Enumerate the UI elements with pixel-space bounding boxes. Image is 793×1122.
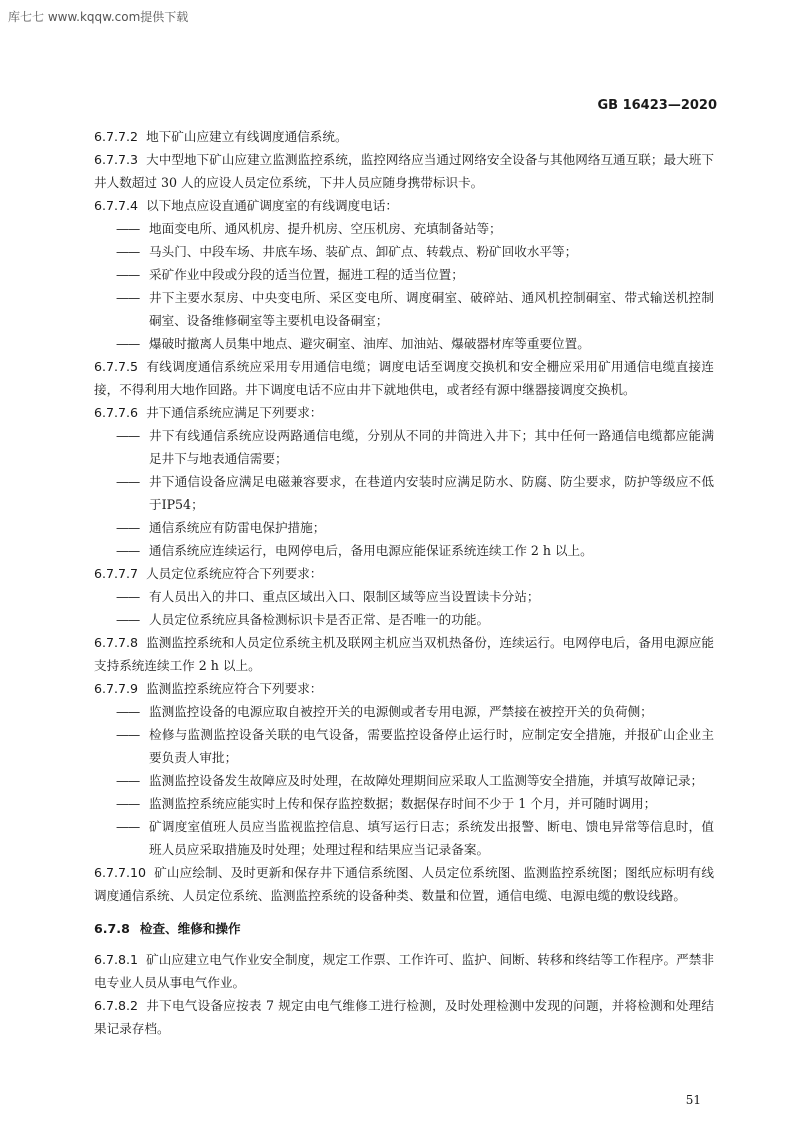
clause-paragraph	[94, 148, 714, 194]
list-item-text: 有人员出入的井口、重点区域出入口、限制区域等应当设置读卡分站；	[149, 589, 540, 604]
dash-marker: ——	[116, 543, 140, 558]
standard-code: GB 16423—2020	[597, 98, 717, 113]
list-item-text: 通信系统应连续运行，电网停电后，备用电源应能保证系统连续工作 2 h 以上。	[149, 543, 593, 558]
section-heading	[94, 917, 714, 940]
clause-text: 以下地点应设直通矿调度室的有线调度电话：	[146, 198, 398, 213]
list-item	[94, 516, 714, 539]
list-item	[94, 815, 714, 861]
dash-marker: ——	[116, 773, 140, 788]
clause-paragraph	[94, 401, 714, 424]
clause-number: 6.7.7.3	[94, 152, 139, 167]
list-item	[94, 217, 714, 240]
dash-marker: ——	[116, 520, 140, 535]
dash-marker: ——	[116, 589, 140, 604]
clause-text: 矿山应建立电气作业安全制度，规定工作票、工作许可、监护、间断、转移和终结等工作程序。严禁非电专业人员从事电气作业。	[94, 952, 714, 990]
list-item	[94, 539, 714, 562]
clause-paragraph	[94, 562, 714, 585]
list-item-text: 地面变电所、通风机房、提升机房、空压机房、充填制备站等；	[149, 221, 502, 236]
clause-paragraph	[94, 355, 714, 401]
clause-number: 6.7.7.10	[94, 865, 147, 880]
dash-marker: ——	[116, 727, 140, 742]
list-item-text: 井下通信设备应满足电磁兼容要求，在巷道内安装时应满足防水、防腐、防尘要求，防护等级应不低于IP54；	[149, 474, 714, 512]
clause-number: 6.7.7.8	[94, 635, 139, 650]
list-item-text: 监测监控设备的电源应取自被控开关的电源侧或者专用电源，严禁接在被控开关的负荷侧；	[149, 704, 653, 719]
list-item	[94, 240, 714, 263]
document-body	[94, 125, 714, 1040]
clause-paragraph	[94, 861, 714, 907]
list-item-text: 监测监控设备发生故障应及时处理，在故障处理期间应采取人工监测等安全措施，并填写故障记录；	[149, 773, 704, 788]
clause-number: 6.7.8.2	[94, 998, 139, 1013]
list-item	[94, 424, 714, 470]
clause-number: 6.7.8.1	[94, 952, 139, 967]
clause-paragraph	[94, 194, 714, 217]
dash-marker: ——	[116, 221, 140, 236]
dash-marker: ——	[116, 704, 140, 719]
list-item	[94, 585, 714, 608]
clause-text: 人员定位系统应符合下列要求：	[146, 566, 323, 581]
clause-text: 有线调度通信系统应采用专用通信电缆；调度电话至调度交换机和安全栅应采用矿用通信电缆直接连接，不得利用大地作回路。井下调度电话不应由井下就地供电，或者经有源中继器接调度交换机。	[94, 359, 714, 397]
list-item-text: 井下主要水泵房、中央变电所、采区变电所、调度硐室、破碎站、通风机控制硐室、带式输送机控制硐室、设备维修硐室等主要机电设备硐室；	[149, 290, 714, 328]
clause-paragraph	[94, 948, 714, 994]
clause-text: 地下矿山应建立有线调度通信系统。	[146, 129, 348, 144]
clause-number: 6.7.7.6	[94, 405, 139, 420]
clause-paragraph	[94, 994, 714, 1040]
dash-marker: ——	[116, 244, 140, 259]
list-item	[94, 608, 714, 631]
clause-number: 6.7.7.9	[94, 681, 139, 696]
list-item	[94, 723, 714, 769]
clause-text: 监测监控系统应符合下列要求：	[146, 681, 323, 696]
dash-marker: ——	[116, 612, 140, 627]
list-item-text: 井下有线通信系统应设两路通信电缆，分别从不同的井筒进入井下；其中任何一路通信电缆都应能满足井下与地表通信需要；	[149, 428, 714, 466]
list-item	[94, 700, 714, 723]
list-item-text: 通信系统应有防雷电保护措施；	[149, 520, 326, 535]
list-item	[94, 769, 714, 792]
clause-text: 监测监控系统和人员定位系统主机及联网主机应当双机热备份，连续运行。电网停电后，备用电源应能支持系统连续工作 2 h 以上。	[94, 635, 714, 673]
list-item	[94, 286, 714, 332]
clause-number: 6.7.7.5	[94, 359, 139, 374]
list-item	[94, 792, 714, 815]
clause-number: 6.7.7.7	[94, 566, 139, 581]
list-item-text: 矿调度室值班人员应当监视监控信息、填写运行日志；系统发出报警、断电、馈电异常等信息时，值班人员应采取措施及时处理；处理过程和结果应当记录备案。	[149, 819, 714, 857]
clause-paragraph	[94, 631, 714, 677]
page-number: 51	[685, 1093, 701, 1107]
dash-marker: ——	[116, 819, 140, 834]
watermark-text: 库七七 www.kqqw.com提供下载	[8, 10, 189, 24]
clause-text: 井下通信系统应满足下列要求：	[146, 405, 323, 420]
dash-marker: ——	[116, 474, 140, 489]
list-item-text: 爆破时撤离人员集中地点、避灾硐室、油库、加油站、爆破器材库等重要位置。	[149, 336, 590, 351]
clause-number: 6.7.7.4	[94, 198, 139, 213]
clause-number: 6.7.8	[94, 921, 130, 936]
list-item-text: 监测监控系统应能实时上传和保存监控数据；数据保存时间不少于 1 个月，并可随时调用；	[149, 796, 657, 811]
clause-paragraph	[94, 677, 714, 700]
clause-paragraph	[94, 125, 714, 148]
list-item	[94, 470, 714, 516]
dash-marker: ——	[116, 267, 140, 282]
clause-number: 6.7.7.2	[94, 129, 139, 144]
list-item	[94, 263, 714, 286]
clause-text: 井下电气设备应按表 7 规定由电气维修工进行检测，及时处理检测中发现的问题，并将检测和处理结果记录存档。	[94, 998, 714, 1036]
list-item	[94, 332, 714, 355]
clause-text: 矿山应绘制、及时更新和保存井下通信系统图、人员定位系统图、监测监控系统图；图纸应标明有线调度通信系统、人员定位系统、监测监控系统的设备种类、数量和位置，通信电缆、电源电缆的敷设线路。	[94, 865, 714, 903]
clause-text: 大中型地下矿山应建立监测监控系统，监控网络应当通过网络安全设备与其他网络互通互联；最大班下井人数超过 30 人的应设人员定位系统，下井人员应随身携带标识卡。	[94, 152, 714, 190]
list-item-text: 马头门、中段车场、井底车场、装矿点、卸矿点、转载点、粉矿回收水平等；	[149, 244, 578, 259]
list-item-text: 检修与监测监控设备关联的电气设备，需要监控设备停止运行时，应制定安全措施，并报矿山企业主要负责人审批；	[149, 727, 714, 765]
dash-marker: ——	[116, 336, 140, 351]
section-heading-text: 检查、维修和操作	[139, 921, 241, 936]
list-item-text: 人员定位系统应具备检测标识卡是否正常、是否唯一的功能。	[149, 612, 490, 627]
dash-marker: ——	[116, 796, 140, 811]
list-item-text: 采矿作业中段或分段的适当位置，掘进工程的适当位置；	[149, 267, 464, 282]
dash-marker: ——	[116, 290, 140, 305]
dash-marker: ——	[116, 428, 140, 443]
